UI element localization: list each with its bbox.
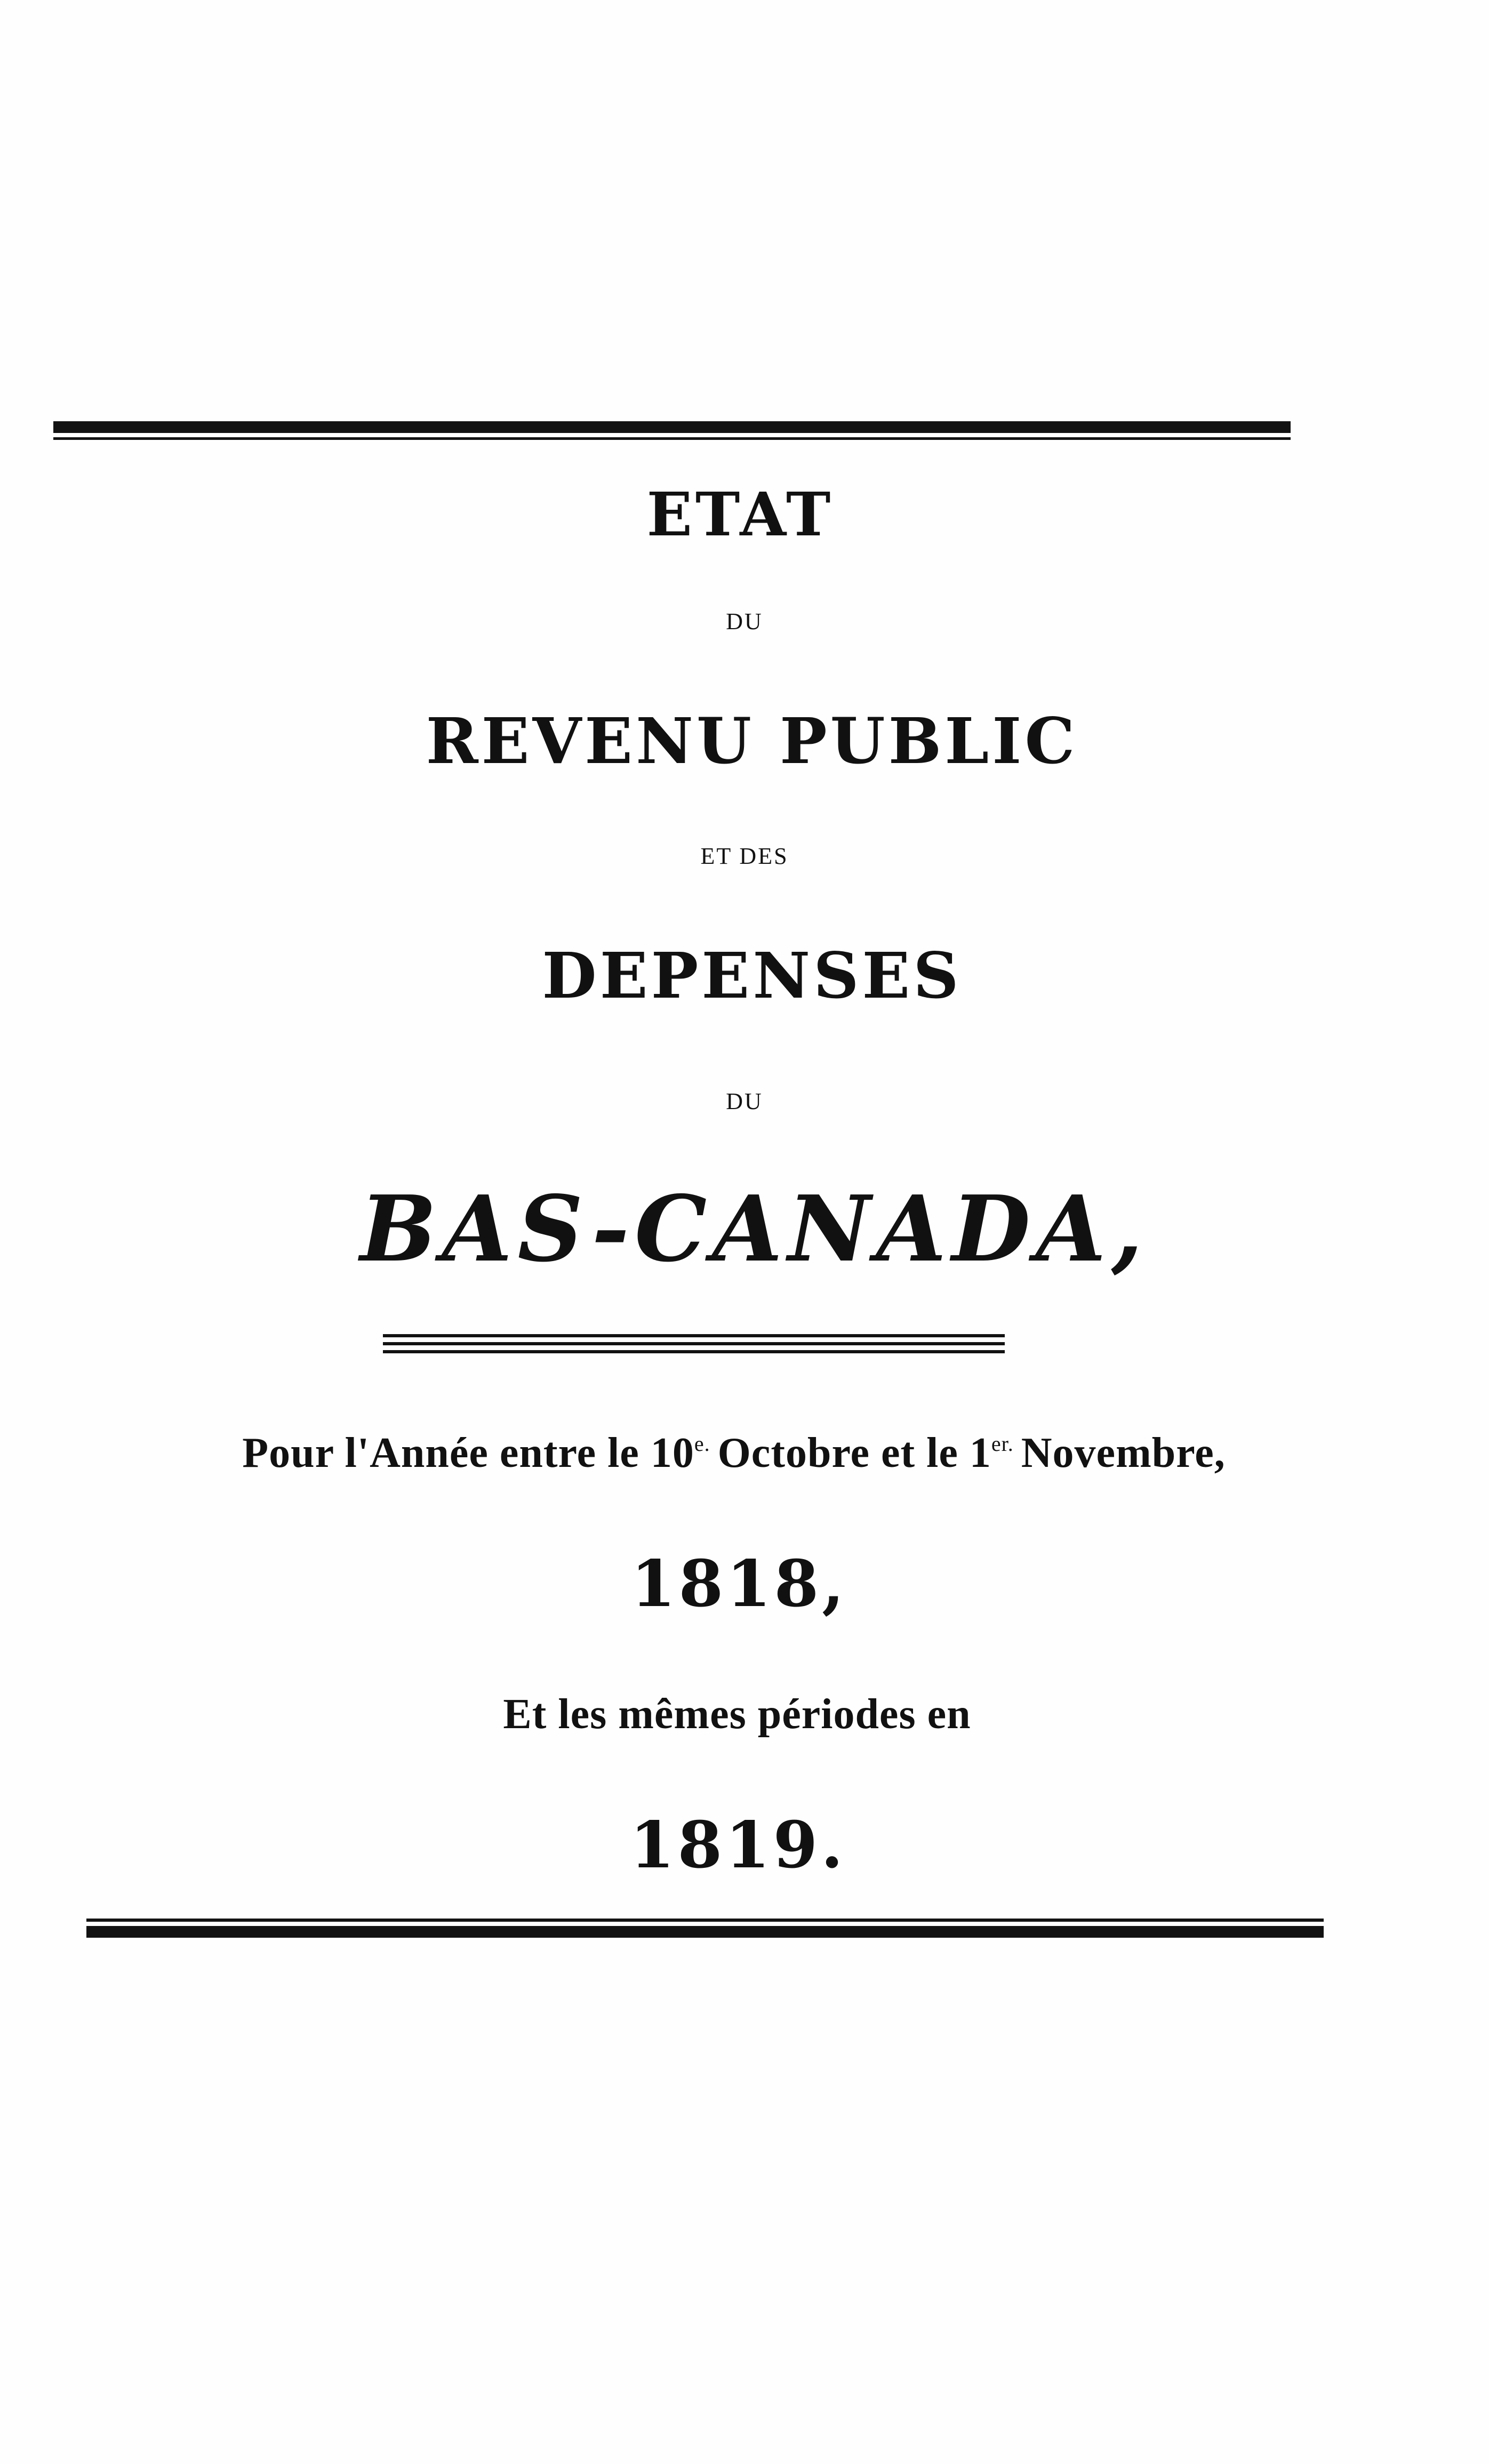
connector-du-1: DU <box>726 608 763 635</box>
connector-du-2: DU <box>726 1088 763 1114</box>
period-sup-2: er. <box>991 1432 1014 1456</box>
period-part-1: Pour l'Année entre le 10 <box>242 1430 694 1476</box>
middle-triple-rule <box>383 1334 1005 1353</box>
heading-etat: ETAT <box>646 480 834 550</box>
heading-bas-canada: BAS-CANADA, <box>359 1176 1149 1282</box>
top-double-rule <box>53 421 1291 440</box>
heading-revenu-public: REVENU PUBLIC <box>426 704 1078 778</box>
bottom-double-rule <box>86 1919 1324 1938</box>
same-periods-line: Et les mêmes périodes en <box>503 1691 971 1738</box>
heading-depenses: DEPENSES <box>542 938 962 1013</box>
year-1819: 1819. <box>630 1808 846 1883</box>
year-1818: 1818, <box>631 1546 847 1622</box>
period-sup-1: e. <box>694 1432 710 1456</box>
period-part-2: Octobre et le 1 <box>717 1430 991 1476</box>
period-part-3: Novembre, <box>1021 1430 1226 1476</box>
period-line <box>0 1429 1478 1478</box>
connector-et-des: ET DES <box>700 843 789 869</box>
